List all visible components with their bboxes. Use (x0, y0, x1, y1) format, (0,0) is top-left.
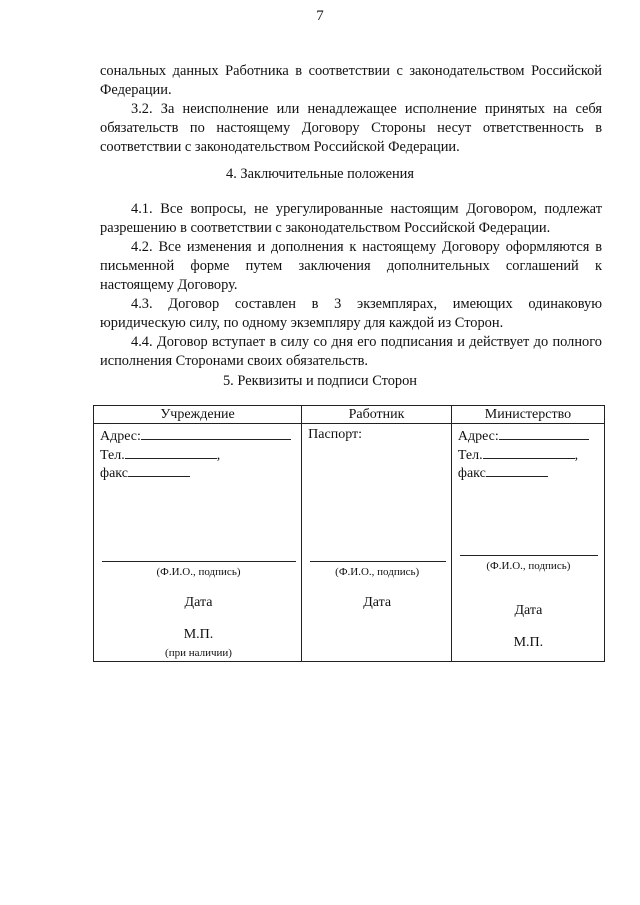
section-heading-4: 4. Заключительные положения (226, 166, 414, 182)
cell-institution (94, 424, 302, 662)
paragraph-4-1: 4.1. Все вопросы, не урегулированные настоящим Договором, подлежат разрешению в соответствии с законодательством Российской Федерации. (100, 201, 602, 236)
ministry-seal: М.П. (513, 635, 544, 650)
employee-signature-caption: (Ф.И.О., подпись) (335, 566, 420, 578)
fax-blank (128, 464, 190, 477)
ministry-fax: факс (458, 464, 548, 482)
paragraph-continuation: сональных данных Работника в соответствии с законодательством Российской Федерации. (100, 63, 602, 98)
address-blank (141, 427, 291, 440)
employee-signature-line (310, 560, 446, 562)
ministry-signature-line (460, 554, 598, 556)
page-number: 7 (316, 8, 324, 24)
institution-date: Дата (184, 595, 213, 610)
institution-address: Адрес: (100, 427, 291, 445)
ministry-address: Адрес: (458, 427, 589, 445)
header-employee: Работник (302, 406, 452, 424)
fax-blank (486, 464, 548, 477)
phone-blank (483, 446, 575, 459)
paragraph-4-4: 4.4. Договор вступает в силу со дня его подписания и действует до полного исполнения Сторонами своих обязательств. (100, 334, 602, 369)
ministry-phone: Тел. , (457, 448, 579, 463)
employee-date: Дата (363, 595, 392, 610)
paragraph-3-2: 3.2. За неисполнение или ненадлежащее исполнение принятых на себя обязательств по настоящему Договору Стороны несут ответственность в соответствии с законодательством Российской Федерации. (100, 101, 602, 155)
ministry-signature-caption: (Ф.И.О., подпись) (486, 560, 571, 572)
cell-ministry (451, 424, 604, 662)
cell-employee (302, 424, 452, 662)
section-heading-5: 5. Реквизиты и подписи Сторон (222, 373, 417, 389)
institution-seal-note: (при наличии) (165, 647, 232, 659)
phone-blank (125, 446, 217, 459)
employee-passport: Паспорт: (308, 427, 363, 442)
paragraph-4-2: 4.2. Все изменения и дополнения к настоящему Договору оформляются в письменной форме путем заключения дополнительных соглашений к настоящему Договору. (100, 239, 602, 293)
header-institution: Учреждение (94, 406, 302, 424)
paragraph-4-3: 4.3. Договор составлен в 3 экземплярах, имеющих одинаковую юридическую силу, по одному экземпляру для каждой из Сторон. (100, 296, 602, 331)
institution-phone: Тел. , (100, 448, 221, 463)
institution-seal: М.П. (183, 627, 214, 642)
institution-fax: факс (100, 464, 190, 482)
ministry-date: Дата (514, 603, 543, 618)
address-blank (499, 427, 589, 440)
institution-signature-line (102, 560, 296, 562)
header-ministry: Министерство (451, 406, 604, 424)
institution-signature-caption: (Ф.И.О., подпись) (156, 566, 241, 578)
requisites-table (93, 405, 605, 662)
